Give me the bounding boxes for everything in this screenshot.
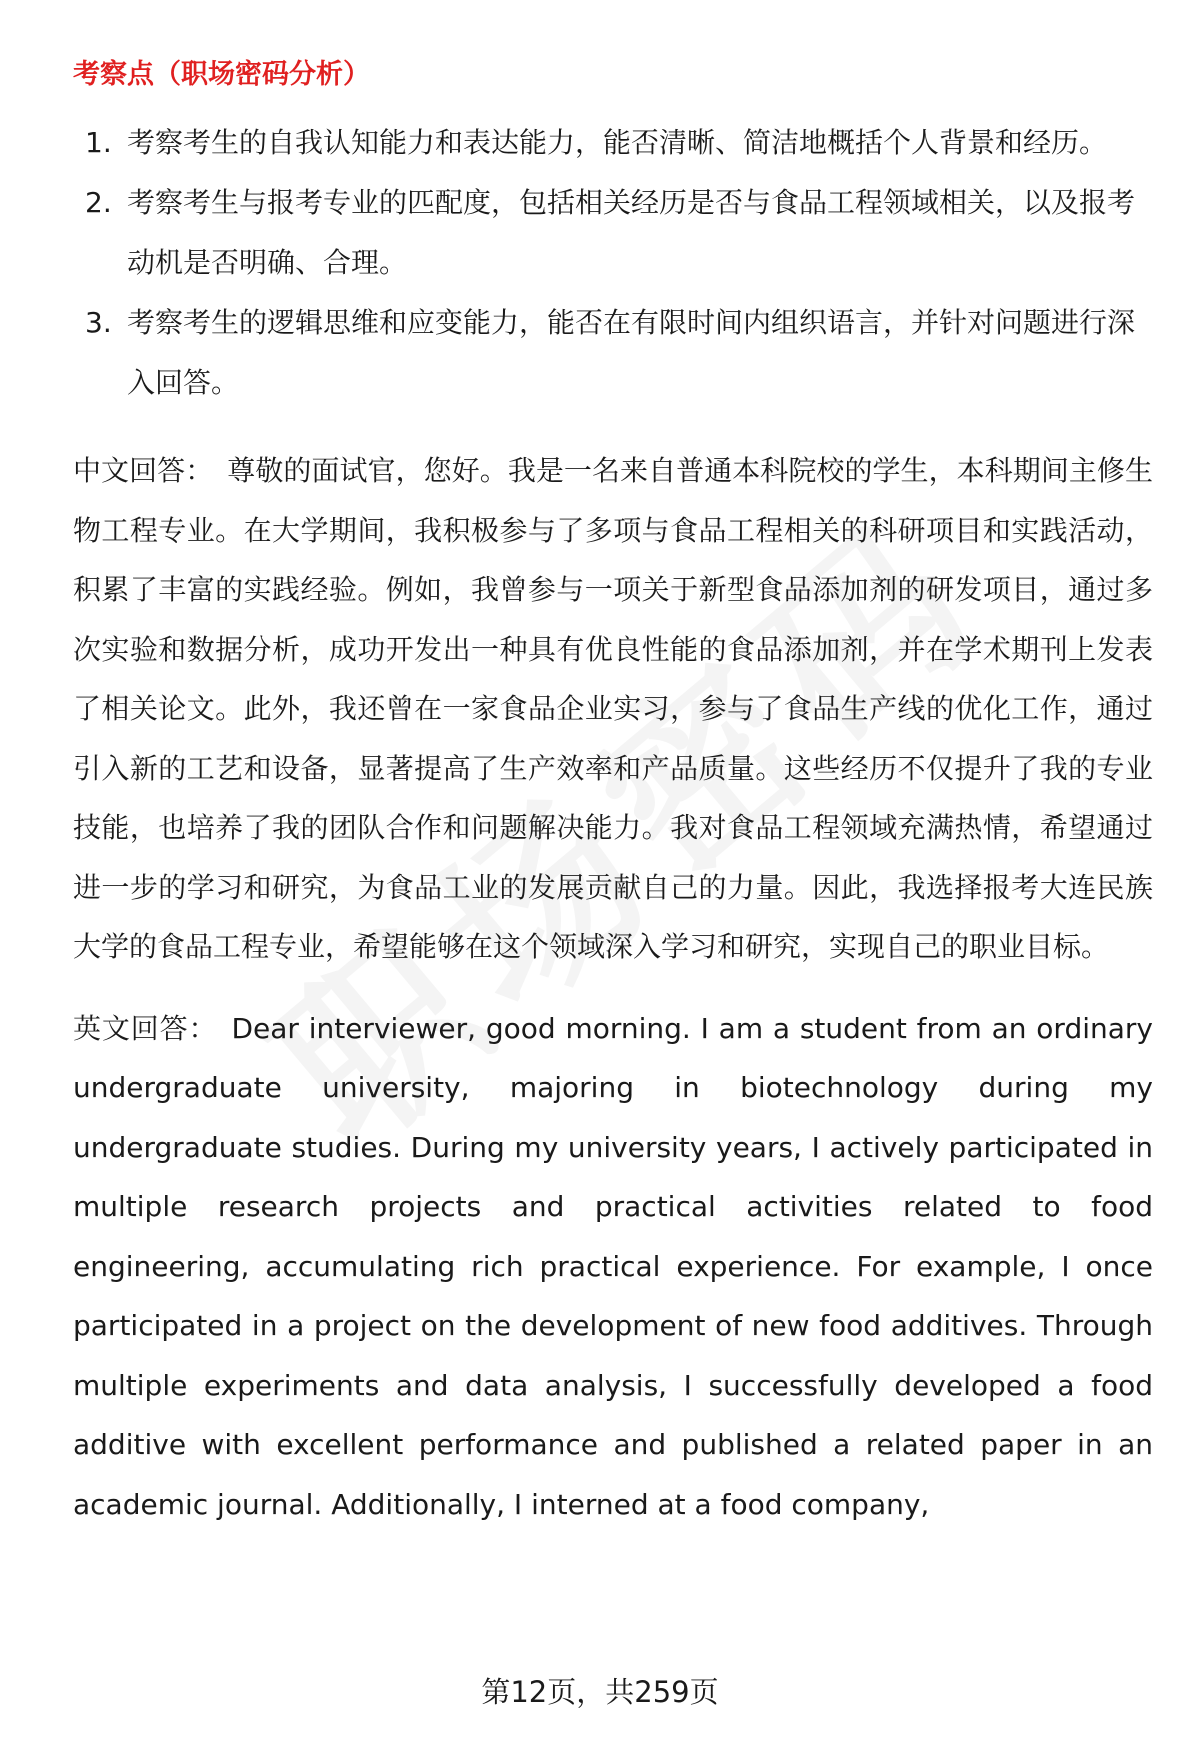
english-answer-paragraph: [73, 999, 1153, 1535]
list-item: [73, 113, 1153, 173]
chinese-answer-paragraph: [73, 441, 1153, 977]
list-item-text: 考察考生与报考专业的匹配度，包括相关经历是否与食品工程领域相关，以及报考动机是否明确、合理。: [127, 186, 1136, 279]
list-item-text: 考察考生的自我认知能力和表达能力，能否清晰、简洁地概括个人背景和经历。: [127, 126, 1108, 159]
english-answer-label: 英文回答：: [73, 1011, 218, 1045]
list-item: [73, 173, 1153, 293]
assessment-points-list: [73, 113, 1153, 413]
document-page: [73, 55, 1153, 1556]
english-answer-text: Dear interviewer, good morning. I am a student from an ordinary undergraduate university, majoring in biotechnology during my undergraduate studies. During my university years, I actively participated in multiple research projects and practical activities related to food engineering, accumulating rich practical experience. For example, I once participated in a project on the development of new food additives. Through multiple experiments and data analysis, I successfully developed a food additive with excellent performance and published a related paper in an academic journal. Additionally, I interned at a food company,: [73, 1011, 1153, 1521]
list-item-number: 1.: [85, 126, 112, 159]
list-item-number: 3.: [85, 306, 112, 339]
list-item-number: 2.: [85, 186, 112, 219]
list-item-text: 考察考生的逻辑思维和应变能力，能否在有限时间内组织语言，并针对问题进行深入回答。: [127, 306, 1136, 399]
section-heading: 考察点（职场密码分析）: [73, 59, 370, 90]
chinese-answer-text: 尊敬的面试官，您好。我是一名来自普通本科院校的学生，本科期间主修生物工程专业。在大学期间，我积极参与了多项与食品工程相关的科研项目和实践活动，积累了丰富的实践经验。例如，我曾参与一项关于新型食品添加剂的研发项目，通过多次实验和数据分析，成功开发出一种具有优良性能的食品添加剂，并在学术期刊上发表了相关论文。此外，我还曾在一家食品企业实习，参与了食品生产线的优化工作，通过引入新的工艺和设备，显著提高了生产效率和产品质量。这些经历不仅提升了我的专业技能，也培养了我的团队合作和问题解决能力。我对食品工程领域充满热情，希望通过进一步的学习和研究，为食品工业的发展贡献自己的力量。因此，我选择报考大连民族大学的食品工程专业，希望能够在这个领域深入学习和研究，实现自己的职业目标。: [73, 454, 1153, 963]
chinese-answer-label: 中文回答：: [73, 454, 214, 487]
page-number: 第12页，共259页: [481, 1675, 719, 1709]
list-item: [73, 293, 1153, 413]
